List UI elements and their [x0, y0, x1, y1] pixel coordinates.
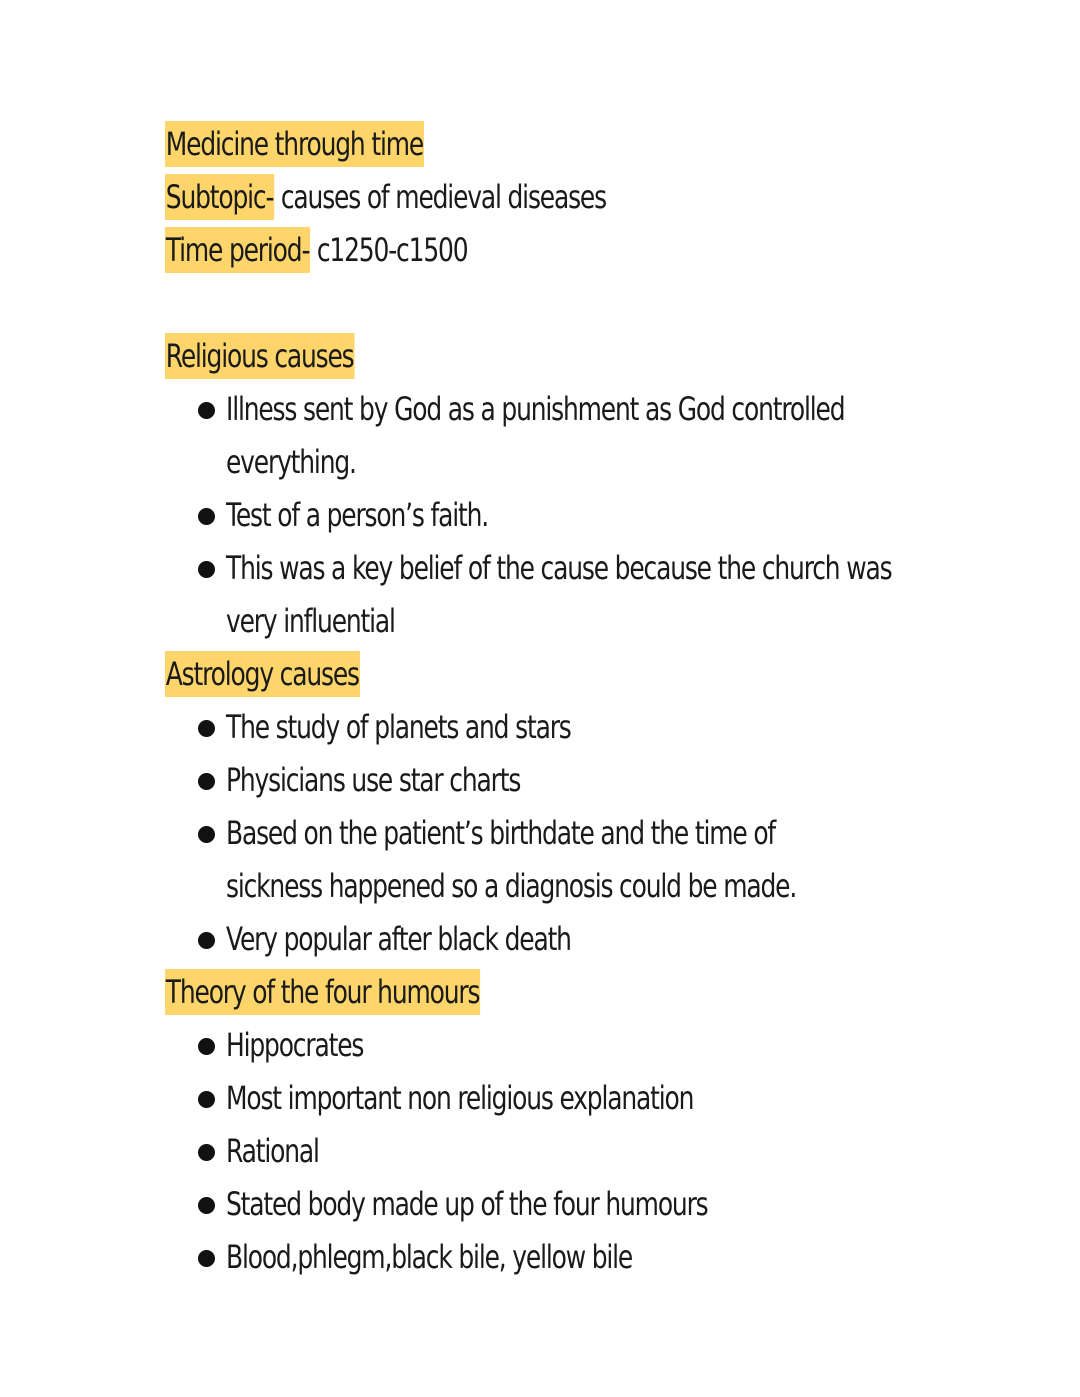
list-item-text: Blood,phlegm,black bile, yellow bile — [226, 1238, 633, 1276]
bullet-icon — [198, 1144, 215, 1161]
list-item-text: Rational — [226, 1132, 319, 1170]
religious-bullet-list — [165, 383, 1025, 648]
bullet-icon — [198, 561, 215, 578]
list-item-text: Illness sent by God as a punishment as God controlled everything. — [226, 390, 845, 481]
list-item-text: Based on the patient’s birthdate and the time of sickness happened so a diagnosis could be made. — [226, 814, 797, 905]
list-item-text: Test of a person’s faith. — [226, 496, 489, 534]
bullet-icon — [198, 1091, 215, 1108]
list-item — [198, 913, 1076, 966]
list-item — [198, 542, 1076, 648]
bullet-icon — [198, 1197, 215, 1214]
list-item — [198, 1178, 1076, 1231]
list-item-text: The study of planets and stars — [226, 708, 571, 746]
list-item-text: This was a key belief of the cause because the church was very influential — [226, 549, 892, 640]
time-period-value: c1250-c1500 — [310, 231, 468, 269]
bullet-icon — [198, 826, 215, 843]
bullet-icon — [198, 773, 215, 790]
subtopic-value: causes of medieval diseases — [274, 178, 606, 216]
list-item — [198, 489, 1076, 542]
time-period-line — [165, 224, 836, 277]
bullet-icon — [198, 402, 215, 419]
list-item — [198, 1019, 1076, 1072]
section-heading: Theory of the four humours — [165, 969, 480, 1015]
section-heading-four-humours — [165, 966, 836, 1019]
bullet-icon — [198, 1250, 215, 1267]
time-period-label: Time period- — [165, 227, 310, 273]
list-item — [198, 383, 1076, 489]
list-item-text: Very popular after black death — [226, 920, 571, 958]
document-title-line — [165, 118, 836, 171]
list-item-text: Hippocrates — [226, 1026, 364, 1064]
bullet-icon — [198, 1038, 215, 1055]
subtopic-line — [165, 171, 836, 224]
spacer — [165, 277, 1025, 330]
astrology-bullet-list — [165, 701, 1025, 966]
section-heading-religious — [165, 330, 836, 383]
list-item-text: Most important non religious explanation — [226, 1079, 694, 1117]
bullet-icon — [198, 932, 215, 949]
notes-content — [165, 118, 1025, 1284]
list-item — [198, 1072, 1076, 1125]
bullet-icon — [198, 508, 215, 525]
section-heading-astrology — [165, 648, 836, 701]
list-item — [198, 1231, 1076, 1284]
section-heading: Astrology causes — [165, 651, 360, 697]
four-humours-bullet-list — [165, 1019, 1025, 1284]
list-item — [198, 807, 1076, 913]
list-item — [198, 754, 1076, 807]
subtopic-label: Subtopic- — [165, 174, 274, 220]
list-item — [198, 1125, 1076, 1178]
list-item — [198, 701, 1076, 754]
document-title: Medicine through time — [165, 121, 424, 167]
section-heading: Religious causes — [165, 333, 354, 379]
list-item-text: Physicians use star charts — [226, 761, 521, 799]
list-item-text: Stated body made up of the four humours — [226, 1185, 708, 1223]
bullet-icon — [198, 720, 215, 737]
